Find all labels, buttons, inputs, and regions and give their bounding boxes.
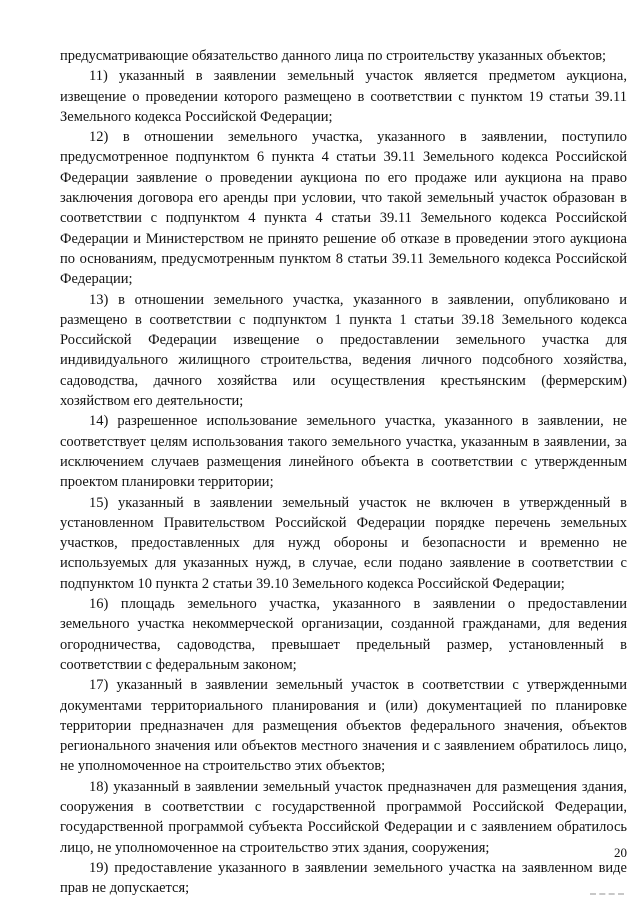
scan-artifact-mark [590,893,624,897]
paragraph-item-19: 19) предоставление указанного в заявлении земельного участка на заявленном виде прав не допускается; [60,859,627,897]
paragraph-item-15: 15) указанный в заявлении земельный участок не включен в утвержденный в установленном Правительством Российской Федерации порядке перечень земельных участков, предоставленных для нужд обороны и безопасности и временно не используемых для указанных нужд, в случае, если подано заявление в соответствии с подпунктом 10 пункта 2 статьи 39.10 Земельного кодекса Российской Федерации; [60,494,627,592]
document-body [60,46,627,898]
paragraph-item-12: 12) в отношении земельного участка, указанного в заявлении, поступило предусмотренное подпунктом 6 пункта 4 статьи 39.11 Земельного кодекса Российской Федерации заявление о проведении аукциона по его продаже или аукциона на право заключения договора его аренды при условии, что такой земельный участок образован в соответствии с подпунктом 4 пункта 4 статьи 39.11 Земельного кодекса Российской Федерации и Министерством не принято решение об отказе в проведении этого аукциона по основаниям, предусмотренным пунктом 8 статьи 39.11 Земельного кодекса Российской Федерации; [60,129,627,288]
paragraph-item-18: 18) указанный в заявлении земельный участок предназначен для размещения здания, сооружения в соответствии с государственной программой Российской Федерации, государственной программой субъекта Российской Федерации и с заявлением обратилось лицо, не уполномоченное на строительство этих здания, сооружения; [60,778,627,856]
paragraph-item-11: 11) указанный в заявлении земельный участок является предметом аукциона, извещение о проведении которого размещено в соответствии с пунктом 19 статьи 39.11 Земельного кодекса Российской Федерации; [60,68,627,125]
paragraph-continuation: предусматривающие обязательство данного лица по строительству указанных объектов; [60,48,607,64]
paragraph-item-14: 14) разрешенное использование земельного участка, указанного в заявлении, не соответствует целям использования такого земельного участка, указанным в заявлении, за исключением случаев размещения линейного объекта в соответствии с утвержденным проектом планировки территории; [60,413,627,491]
paragraph-item-17: 17) указанный в заявлении земельный участок в соответствии с утвержденными документами территориального планирования и (или) документацией по планировке территории предназначен для размещения объектов федерального значения, объектов регионального значения или объектов местного значения и с заявлением обратилось лицо, не уполномоченное на строительство этих объектов; [60,677,627,775]
paragraph-item-13: 13) в отношении земельного участка, указанного в заявлении, опубликовано и размещено в соответствии с подпунктом 1 пункта 1 статьи 39.18 Земельного кодекса Российской Федерации извещение о предоставлении земельного участка для индивидуального жилищного строительства, ведения личного подсобного хозяйства, садоводства, дачного хозяйства или осуществления крестьянским (фермерским) хозяйством его деятельности; [60,291,627,410]
paragraph-item-16: 16) площадь земельного участка, указанного в заявлении о предоставлении земельного участка некоммерческой организации, созданной гражданами, для ведения огородничества, садоводства, превышает предельный размер, установленный в соответствии с федеральным законом; [60,596,627,673]
page-number: 20 [614,845,627,860]
